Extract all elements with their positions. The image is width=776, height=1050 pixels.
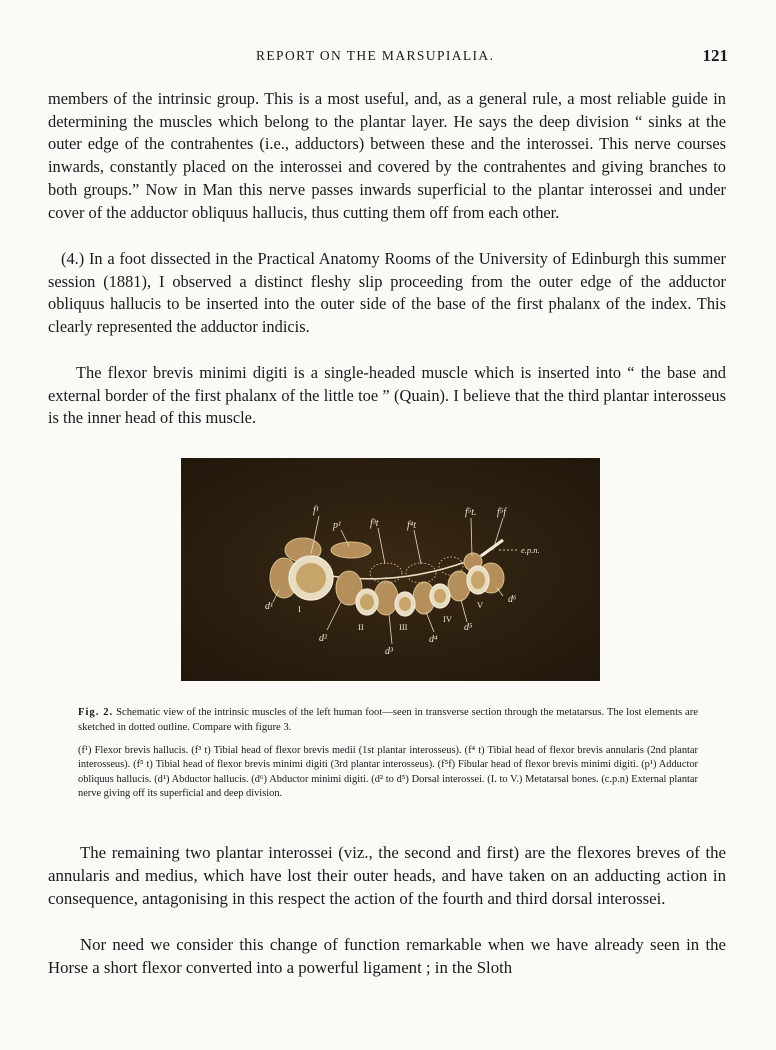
paragraph-intrinsic-group: members of the intrinsic group. This is a most useful, and, as a general rule, a most reliable guide in determining the muscles which belong to the plantar layer. He says the deep division “ sinks at the outer edge of the contrahentes (i.e., adductors) between these and the interossei. This nerve courses inwards, constantly placed on the interossei and covered by the contrahentes and giving branches to both groups.” Now in Man this nerve passes inwards superficial to the plantar interossei and under cover of the adductor obliquus hallucis, thus cutting them off from each other. [48,89,726,222]
page-number: 121 [702,46,728,65]
figure-legend: (f¹) Flexor brevis hallucis. (f³ t) Tibial head of flexor brevis medii (1st plantar interosseus). (f⁴ t) Tibial head of flexor brevis annularis (2nd plantar interosseus). (f⁵ t) Tibial head of flexor brevis minimi digiti (3rd plantar interosseus). (f⁵f) Fibular head of flexor brevis minimi digiti. (p¹) Adductor obliquus hallucis. (d¹) Abductor hallucis. (d⁶) Abductor minimi digiti. (d² to d⁵) Dorsal interossei. (I. to V.) Metatarsal bones. (c.p.n) External plantar nerve giving off its superficial and deep division. [78,745,698,800]
running-head [48,46,728,68]
label-f4t: f⁴t [407,520,417,531]
label-metatarsal-v: V [477,600,484,610]
label-d5: d⁵ [464,622,473,633]
paragraph-plantar-interossei: The remaining two plantar interossei (viz., the second and first) are the flexores breves of the annularis and medius, which have lost their outer heads, and have taken on an adducting action in consequence, antagonising in this respect the action of the fourth and third dorsal interossei. [48,843,726,908]
foot-section-figure [181,458,600,681]
label-metatarsal-iv: IV [443,614,452,624]
label-d1: d¹ [265,601,273,612]
label-d6: d⁶ [508,594,517,605]
foot-section-illustration [181,458,600,681]
label-d2: d² [319,633,327,644]
label-metatarsal-i: I [298,604,301,614]
label-metatarsal-iii: III [399,622,408,632]
muscle-d5 [448,571,470,601]
label-d4: d⁴ [429,634,438,645]
label-f5f: f⁵f [497,507,507,518]
label-f5t: f⁵t. [465,507,477,518]
label-d3: d³ [385,646,393,657]
figure-caption [78,706,698,735]
running-title: REPORT ON THE MARSUPIALIA. [256,48,495,63]
label-f3t: f³t [370,518,379,529]
muscle-p1 [331,542,371,558]
paragraph-flexor-minimi-digiti: The flexor brevis minimi digiti is a single-headed muscle which is inserted into “ the base and external border of the first phalanx of the little toe ” (Quain). I believe that the third plantar interosseus is the inner head of this muscle. [48,363,726,428]
label-f1: f¹ [313,505,319,516]
paragraph-edinburgh-dissection: (4.) In a foot dissected in the Practical Anatomy Rooms of the University of Edinburgh this summer session (1881), I observed a distinct fleshy slip proceeding from the outer edge of the adductor obliquus hallucis to be inserted into the outer side of the base of the first phalanx of the index. This clearly represented the adductor indicis. [48,249,726,337]
label-p1: p¹ [333,520,341,531]
label-epn: e.p.n. [521,545,540,555]
figure-number: Fig. 2. [78,707,114,718]
paragraph-horse-sloth: Nor need we consider this change of function remarkable when we have already seen in the Horse a short flexor converted into a powerful ligament ; in the Sloth [48,935,726,977]
figure-caption-text: Schematic view of the intrinsic muscles of the left human foot—seen in transverse section through the metatarsus. The lost elements are sketched in dotted outline. Compare with figure 3. [78,707,698,733]
label-metatarsal-ii: II [358,622,364,632]
